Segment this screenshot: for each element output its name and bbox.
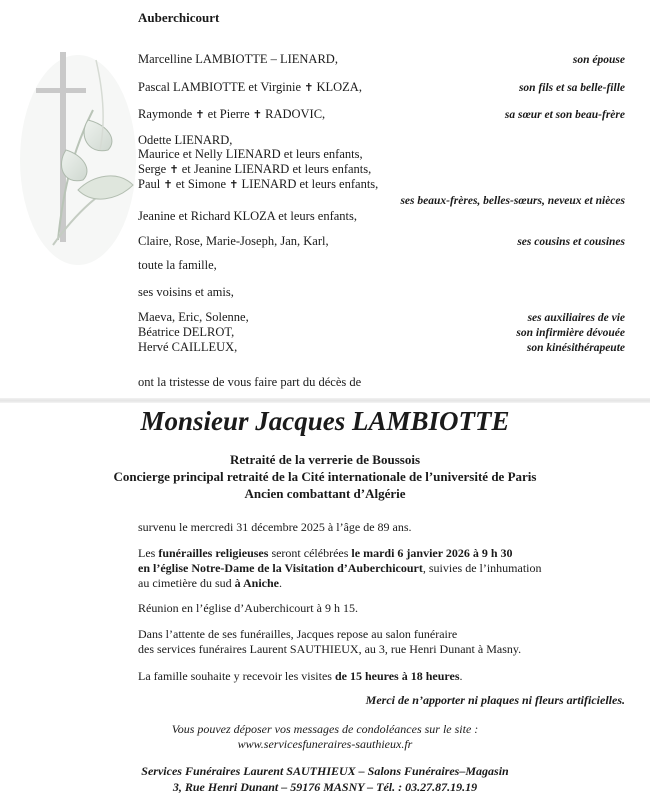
kloza-line: Jeanine et Richard KLOZA et leurs enfants, [138, 209, 358, 223]
condolences-line: Vous pouvez déposer vos messages de condoléances sur le site : [171, 722, 479, 736]
relation-spouse: son épouse [572, 54, 625, 66]
cross-icon: ✝ [229, 178, 239, 191]
rest-line-1: Dans l’attente de ses funérailles, Jacques repose au salon funéraire [138, 627, 458, 641]
cousins-names: Claire, Rose, Marie-Joseph, Jan, Karl, [138, 234, 329, 248]
carer-relation: son kinésithérapeute [526, 342, 625, 354]
cross-icon: ✝ [163, 178, 173, 191]
meeting-line: Réunion en l’église d’Auberchicourt à 9 h 15. [138, 601, 358, 615]
cross-icon: ✝ [252, 108, 262, 121]
rest-line-2: des services funéraires Laurent SAUTHIEUX, au 3, rue Henri Dunant à Masny. [138, 642, 522, 656]
carer-name: Maeva, Eric, Solenne, [138, 310, 249, 324]
fold-line [0, 398, 650, 403]
carer-relation: ses auxiliaires de vie [527, 312, 625, 324]
relation-inlaws: ses beaux-frères, belles-sœurs, neveux et nièces [400, 195, 625, 207]
title-line: Concierge principal retraité de la Cité internationale de l’université de Paris [113, 469, 537, 484]
carer-name: Béatrice DELROT, [138, 325, 235, 339]
whole-family-line: toute la famille, [138, 258, 217, 272]
family-name-spouse: Marcelline LAMBIOTTE – LIENARD, [138, 52, 338, 66]
funeral-line-3: au cimetière du sud à Aniche. [138, 576, 282, 590]
deceased-name: Monsieur Jacques LAMBIOTTE [140, 406, 510, 436]
town-name: Auberchicourt [138, 10, 220, 25]
family-name-sister: Raymonde ✝ et Pierre ✝ RADOVIC, [138, 107, 326, 121]
footer-line-1: Services Funéraires Laurent SAUTHIEUX – Salons Funéraires–Magasin [141, 764, 509, 778]
carer-name: Hervé CAILLEUX, [138, 340, 238, 354]
visits-line: La famille souhaite y recevoir les visites de 15 heures à 18 heures. [138, 669, 463, 683]
relation-sister: sa sœur et son beau-frère [504, 109, 625, 121]
relation-cousins: ses cousins et cousines [517, 236, 625, 248]
request-line: Merci de n’apporter ni plaques ni fleurs artificielles. [365, 693, 625, 707]
inlaws-line: Odette LIENARD, [138, 133, 233, 147]
family-name-son: Pascal LAMBIOTTE et Virginie ✝ KLOZA, [138, 80, 362, 94]
cross-icon: ✝ [195, 108, 205, 121]
cross-icon: ✝ [169, 163, 179, 176]
inlaws-line: Serge ✝ et Jeanine LIENARD et leurs enfants, [138, 162, 372, 176]
funeral-line-2: en l’église Notre-Dame de la Visitation d’Auberchicourt, suivies de l’inhumation [138, 561, 542, 575]
condolences-url: www.servicesfuneraires-sauthieux.fr [237, 737, 413, 751]
death-line: survenu le mercredi 31 décembre 2025 à l’âge de 89 ans. [138, 520, 412, 534]
title-line: Retraité de la verrerie de Boussois [229, 452, 421, 467]
cross-icon: ✝ [304, 81, 314, 94]
title-line: Ancien combattant d’Algérie [244, 486, 406, 501]
footer-line-2: 3, Rue Henri Dunant – 59176 MASNY – Tél. : 03.27.87.19.19 [172, 780, 478, 794]
funeral-line-1: Les funérailles religieuses seront célébrées le mardi 6 janvier 2026 à 9 h 30 [138, 546, 513, 560]
announcement-line: ont la tristesse de vous faire part du décès de [138, 375, 362, 389]
neighbors-line: ses voisins et amis, [138, 285, 234, 299]
relation-son: son fils et sa belle-fille [518, 82, 625, 94]
inlaws-line: Paul ✝ et Simone ✝ LIENARD et leurs enfants, [138, 177, 379, 191]
carer-relation: son infirmière dévouée [516, 327, 625, 339]
inlaws-line: Maurice et Nelly LIENARD et leurs enfants, [138, 147, 363, 161]
cross-lily-illustration [18, 40, 138, 270]
